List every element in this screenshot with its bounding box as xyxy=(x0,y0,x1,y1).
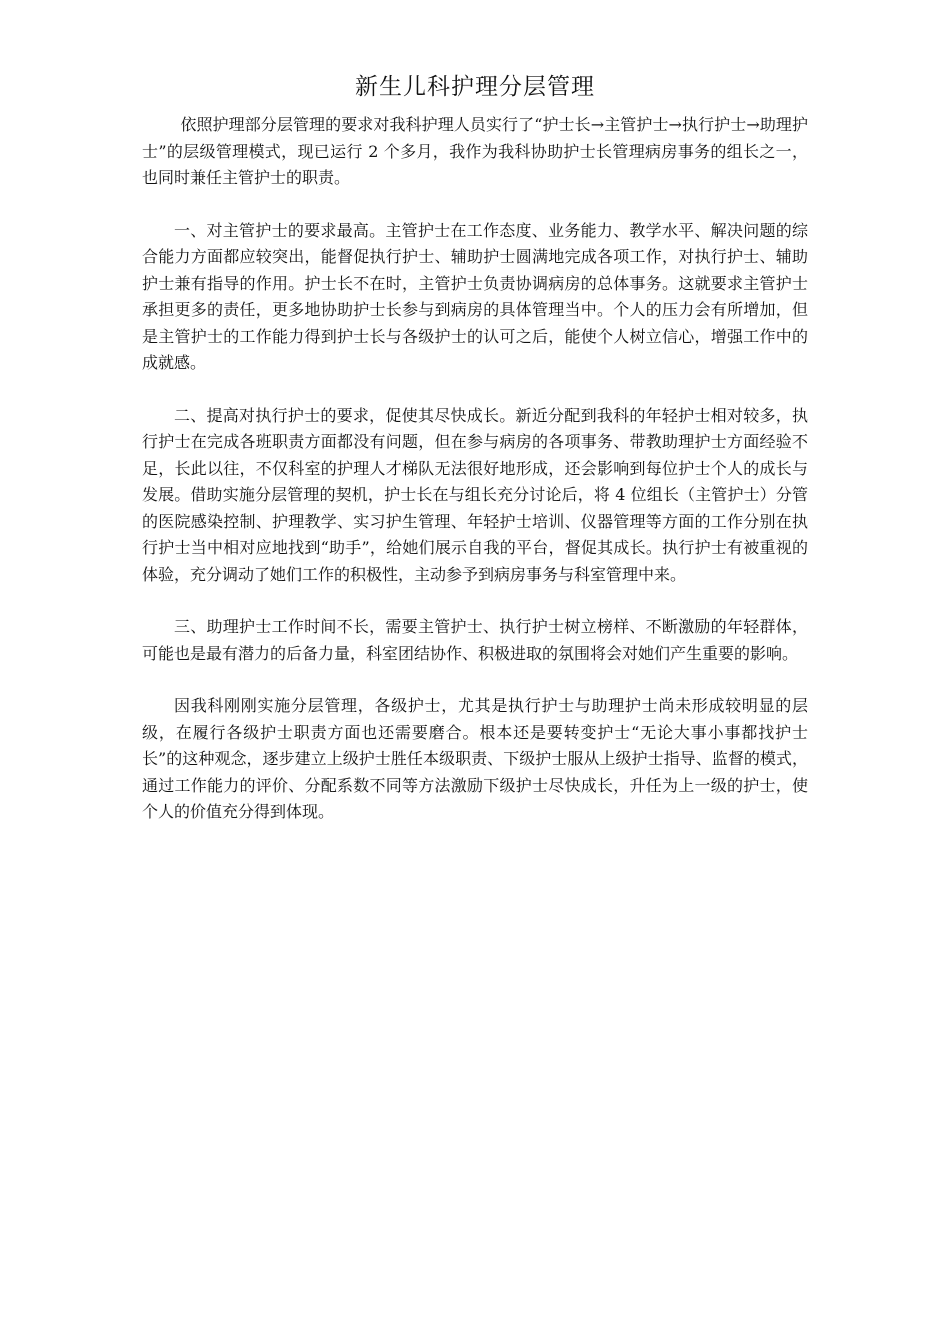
document-title: 新生儿科护理分层管理 xyxy=(355,74,595,100)
paragraph-intro: 依照护理部分层管理的要求对我科护理人员实行了“护士长→主管护士→执行护士→助理护士”的层级管理模式，现已运行 2 个多月，我作为我科协助护士长管理病房事务的组长之一，也同时兼任主管护士的职责。 xyxy=(142,115,808,187)
paragraph-section-2: 二、提高对执行护士的要求，促使其尽快成长。新近分配到我科的年轻护士相对较多，执行护士在完成各班职责方面都没有问题，但在参与病房的各项事务、带教助理护士方面经验不足，长此以往，不仅科室的护理人才梯队无法很好地形成，还会影响到每位护士个人的成长与发展。借助实施分层管理的契机，护士长在与组长充分讨论后，将 4 位组长（主管护士）分管的医院感染控制、护理教学、实习护生管理、年轻护士培训、仪器管理等方面的工作分别在执行护士当中相对应地找到“助手”，给她们展示自我的平台，督促其成长。执行护士有被重视的体验，充分调动了她们工作的积极性，主动参予到病房事务与科室管理中来。 xyxy=(142,405,808,584)
paragraph-section-1: 一、对主管护士的要求最高。主管护士在工作态度、业务能力、教学水平、解决问题的综合能力方面都应较突出，能督促执行护士、辅助护士圆满地完成各项工作，对执行护士、辅助护士兼有指导的作用。护士长不在时，主管护士负责协调病房的总体事务。这就要求主管护士承担更多的责任，更多地协助护士长参与到病房的具体管理当中。个人的压力会有所增加，但是主管护士的工作能力得到护士长与各级护士的认可之后，能使个人树立信心，增强工作中的成就感。 xyxy=(142,220,808,372)
document-page xyxy=(142,68,808,852)
paragraph-conclusion: 因我科刚刚实施分层管理，各级护士，尤其是执行护士与助理护士尚未形成较明显的层级，在履行各级护士职责方面也还需要磨合。根本还是要转变护士“无论大事小事都找护士长”的这种观念，逐步建立上级护士胜任本级职责、下级护士服从上级护士指导、监督的模式，通过工作能力的评价、分配系数不同等方法激励下级护士尽快成长，升任为上一级的护士，使个人的价值充分得到体现。 xyxy=(142,696,808,821)
paragraph-section-3: 三、助理护士工作时间不长，需要主管护士、执行护士树立榜样、不断激励的年轻群体，可能也是最有潜力的后备力量，科室团结协作、积极进取的氛围将会对她们产生重要的影响。 xyxy=(142,617,808,663)
